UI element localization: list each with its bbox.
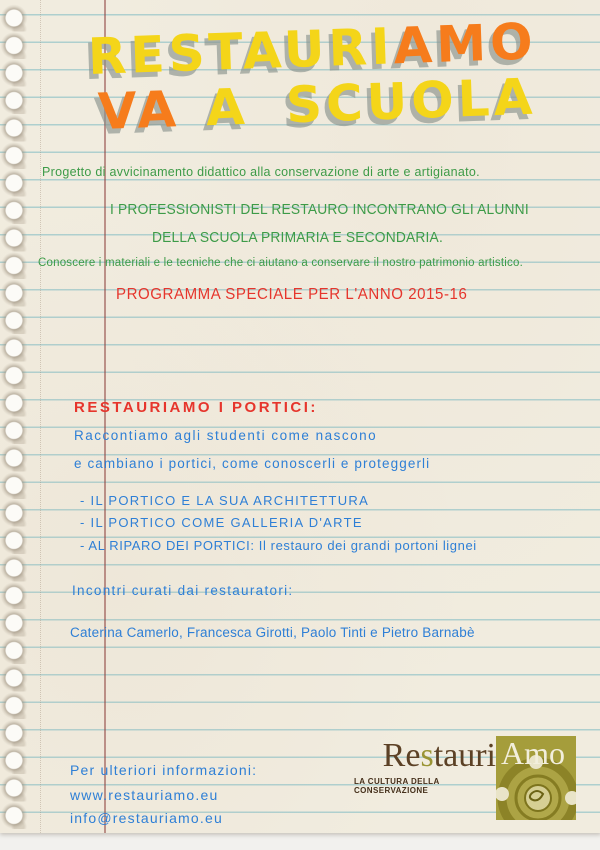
title-word-amo: AMO (392, 12, 538, 76)
logo-brand-tauri: tauri (433, 737, 496, 774)
logo-brand-amo: Amo (501, 736, 565, 771)
title-word-restauri: RESTAURI (86, 17, 395, 86)
email-link[interactable]: info@restauriamo.eu (70, 810, 223, 826)
perforation-line (40, 0, 41, 833)
topic-item: - AL RIPARO DEI PORTICI: Il restauro dei grandi portoni lignei (80, 538, 477, 553)
section-description-line-1: Raccontiamo agli studenti come nascono (74, 428, 378, 443)
topic-item: - IL PORTICO COME GALLERIA D'ARTE (80, 515, 363, 530)
curators-label: Incontri curati dai restauratori: (72, 583, 294, 598)
logo-brand-re: Re (382, 737, 421, 774)
logo-brand-s: s (420, 737, 434, 774)
topic-item: - IL PORTICO E LA SUA ARCHITETTURA (80, 493, 370, 508)
headline-line-2: DELLA SCUOLA PRIMARIA E SECONDARIA. (152, 229, 443, 246)
section-description-line-2: e cambiano i portici, come conoscerli e proteggerli (74, 456, 431, 471)
subheadline-text: Conoscere i materiali e le tecniche che ci aiutano a conservare il nostro patrimonio artistico. (38, 257, 523, 269)
logo-emblem (496, 736, 576, 820)
contact-label: Per ulteriori informazioni: (70, 762, 258, 778)
title-word-a-scuola: A SCUOLA (204, 67, 538, 138)
website-link[interactable]: www.restauriamo.eu (70, 787, 219, 803)
headline-line-1: I PROFESSIONISTI DEL RESTAURO INCONTRANO GLI ALUNNI (110, 201, 529, 218)
intro-text: Progetto di avvicinamento didattico alla conservazione di arte e artigianato. (42, 165, 480, 179)
program-title: PROGRAMMA SPECIALE PER L'ANNO 2015-16 (116, 286, 468, 303)
title-word-va: VA (96, 80, 181, 141)
spiral-binding-holes (0, 4, 32, 830)
curators-names: Caterina Camerlo, Francesca Girotti, Paolo Tinti e Pietro Barnabè (70, 625, 475, 640)
section-title: RESTAURIAMO I PORTICI: (74, 399, 318, 416)
logo-brand-text (348, 739, 496, 773)
logo-tagline: LA CULTURA DELLA CONSERVAZIONE (354, 777, 440, 795)
